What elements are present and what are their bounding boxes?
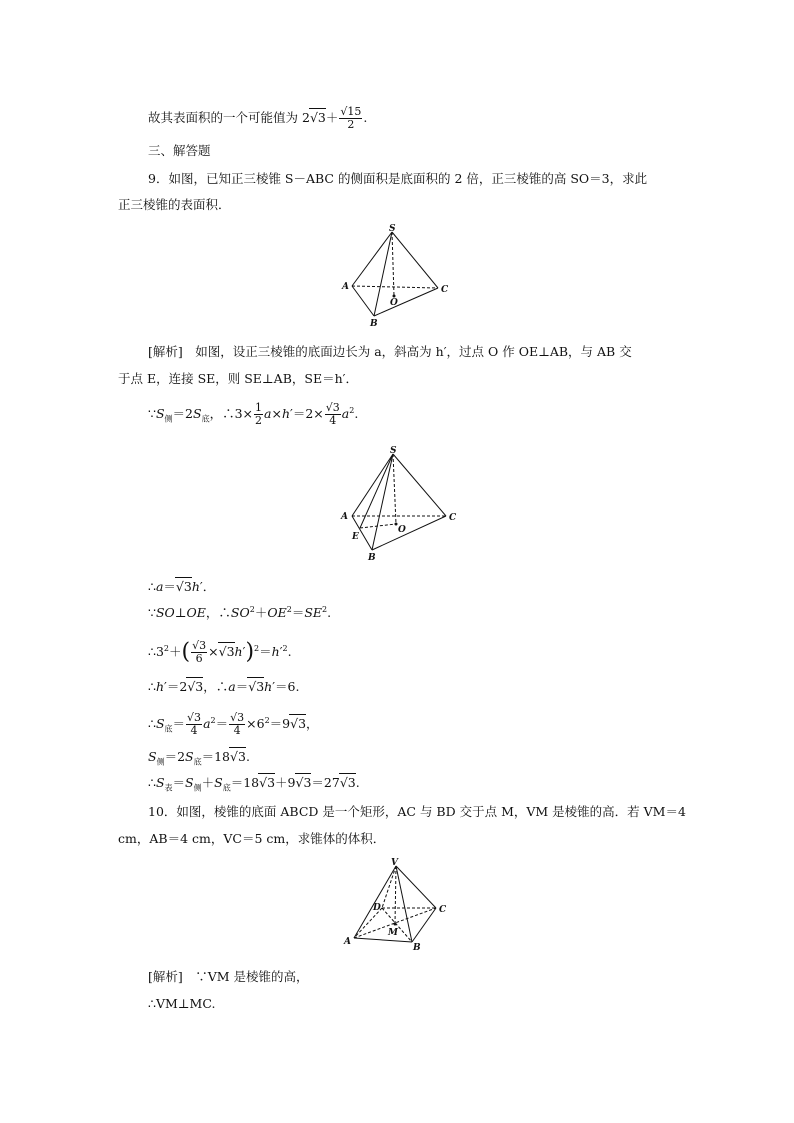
- sol9-eq2: ∴a＝√ 3h′．: [148, 577, 215, 596]
- sol9-eq4: $\therefore 3^2+$( $\frac{√3}{6}$ ×√ $3h')^2=h'^2$.: [148, 640, 292, 665]
- sol9-eq7: $S_侧=2S_底=18√$ 3.: [148, 747, 250, 766]
- sol9-eq3: ∵SO⊥OE，$\therefore SO^2+OE^2=SE^2$.: [148, 604, 332, 620]
- fig2-label-c: C: [449, 513, 457, 523]
- q10-line2: cm，AB＝4 cm，VC＝5 cm，求锥体的体积．: [118, 831, 386, 846]
- fig3-label-v: V: [391, 858, 398, 868]
- fig3-label-b: B: [413, 943, 421, 952]
- sqrt15-over-2: $\frac{√15}{2}$: [340, 105, 362, 131]
- fig3-label-a: A: [344, 937, 351, 947]
- fig2-label-a: A: [341, 512, 348, 522]
- q9-line1: 9．如图，已知正三棱锥 S－ABC 的侧面积是底面积的 2 倍，正三棱锥的高 SO＝3，求此: [148, 171, 648, 186]
- sol9-eq8: $\therefore S_表=S_侧+S_底=18√$ 3＋9√ 3＝27√ 3.: [148, 773, 360, 792]
- fig1-label-c: C: [441, 285, 449, 295]
- fig1-label-s: S: [389, 224, 396, 234]
- fig2-label-e: E: [352, 532, 359, 542]
- sol9-line1: [解析] 如图，设正三棱锥的底面边长为 a，斜高为 h′，过点 O 作 OE⊥AB，与 AB 交: [148, 344, 632, 359]
- pyramid-figure-1: [338, 222, 456, 330]
- pyramid-figure-2: [336, 444, 460, 564]
- sol9-eq6: $\therefore S_底=$ $\frac{√3}{4}$ $a^2=$ $\frac{√3}{4}$ $\times 6^2=9√$ 3，: [148, 712, 319, 737]
- q10-line1: 10．如图，棱锥的底面 ABCD 是一个矩形，AC 与 BD 交于点 M，VM 是棱锥的高．若 VM＝4: [148, 804, 686, 819]
- fig1-label-b: B: [370, 319, 378, 329]
- sol9-eq1: $\because S_侧=2S_底$，∴3× $\frac{1}{2}$ a×h′＝2× $\frac{√3}{4}$ $a^2$.: [148, 401, 359, 427]
- fig1-label-o: O: [390, 298, 398, 308]
- fig3-label-m: M: [388, 928, 398, 938]
- section-heading: 三、解答题: [148, 143, 211, 158]
- pyramid-figure-3: [340, 856, 456, 952]
- sol10-line2: ∴VM⊥MC.: [148, 996, 216, 1011]
- surface-value-line: 故其表面积的一个可能值为 2√ 3＋ $\frac{√15}{2}$ .: [148, 106, 367, 131]
- fig3-label-c: C: [439, 905, 447, 915]
- surface-value-text: 故其表面积的一个可能值为: [148, 110, 299, 125]
- sol9-eq5: ∴h′＝2√ 3，∴a＝√ 3h′＝6.: [148, 677, 299, 696]
- q9-line2: 正三棱锥的表面积．: [118, 197, 231, 212]
- fig1-label-a: A: [342, 282, 349, 292]
- fig2-label-b: B: [368, 553, 376, 563]
- fig2-label-o: O: [398, 525, 406, 535]
- sol10-line1: [解析] ∵VM 是棱锥的高，: [148, 969, 309, 984]
- fig3-label-d: D: [373, 903, 381, 913]
- fig2-label-s: S: [390, 446, 397, 456]
- sol9-line2: 于点 E，连接 SE，则 SE⊥AB，SE＝h′．: [118, 371, 358, 386]
